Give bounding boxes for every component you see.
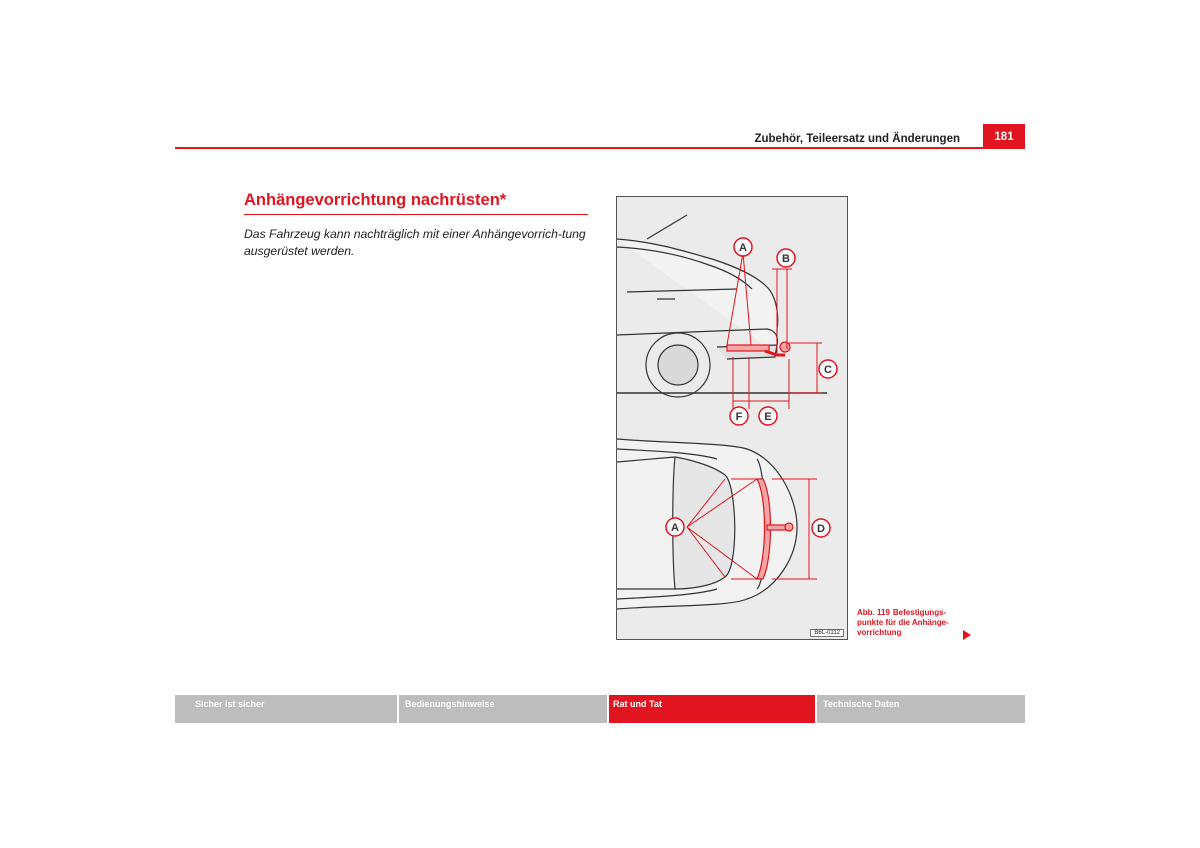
callout-a-side bbox=[734, 238, 752, 256]
footer-tab-rat-und-tat[interactable] bbox=[609, 695, 817, 723]
footer-tab-label: Sicher ist sicher bbox=[195, 699, 265, 709]
svg-text:C: C bbox=[824, 364, 832, 376]
svg-text:E: E bbox=[764, 411, 772, 423]
callout-a-top bbox=[666, 518, 684, 536]
header-rule bbox=[175, 147, 1025, 149]
tow-hitch-figure bbox=[616, 196, 848, 640]
section-title: Zubehör, Teileersatz und Änderungen bbox=[754, 133, 960, 145]
footer-tab-label: Bedienungshinweise bbox=[405, 699, 495, 709]
footer-tab-label: Rat und Tat bbox=[613, 699, 662, 709]
figure-code: B6L-0112 bbox=[810, 629, 844, 637]
footer-tab-technische-daten[interactable] bbox=[817, 695, 1025, 723]
intro-text-content: Das Fahrzeug kann nachträglich mit einer Anhängevorrich-tung ausgerüstet werden. bbox=[244, 227, 586, 258]
tow-hitch-diagram bbox=[617, 197, 848, 640]
svg-text:A: A bbox=[671, 522, 679, 534]
footer-tab-label: Technische Daten bbox=[823, 699, 900, 709]
figure-caption bbox=[857, 608, 967, 638]
continue-arrow-icon bbox=[963, 630, 971, 640]
footer-tab-sicher[interactable] bbox=[175, 695, 399, 723]
callout-c bbox=[819, 360, 837, 378]
caption-text: Befestigungs-punkte für die Anhänge-vorrichtung bbox=[857, 608, 949, 637]
callout-f bbox=[730, 407, 748, 425]
svg-text:D: D bbox=[817, 523, 825, 535]
title-rule bbox=[244, 214, 588, 215]
svg-text:A: A bbox=[739, 242, 747, 254]
page-number: 181 bbox=[983, 124, 1025, 149]
svg-text:F: F bbox=[735, 411, 743, 423]
footer-nav bbox=[175, 695, 1025, 723]
svg-text:B: B bbox=[782, 253, 790, 265]
callout-b bbox=[777, 249, 795, 267]
callout-e bbox=[759, 407, 777, 425]
footer-tab-bedienung[interactable] bbox=[399, 695, 609, 723]
page-title: Anhängevorrichtung nachrüsten* bbox=[244, 191, 507, 209]
callout-d bbox=[812, 519, 830, 537]
car-side-view bbox=[617, 215, 827, 397]
caption-number: Abb. 119 bbox=[857, 608, 890, 617]
intro-text bbox=[244, 226, 589, 260]
